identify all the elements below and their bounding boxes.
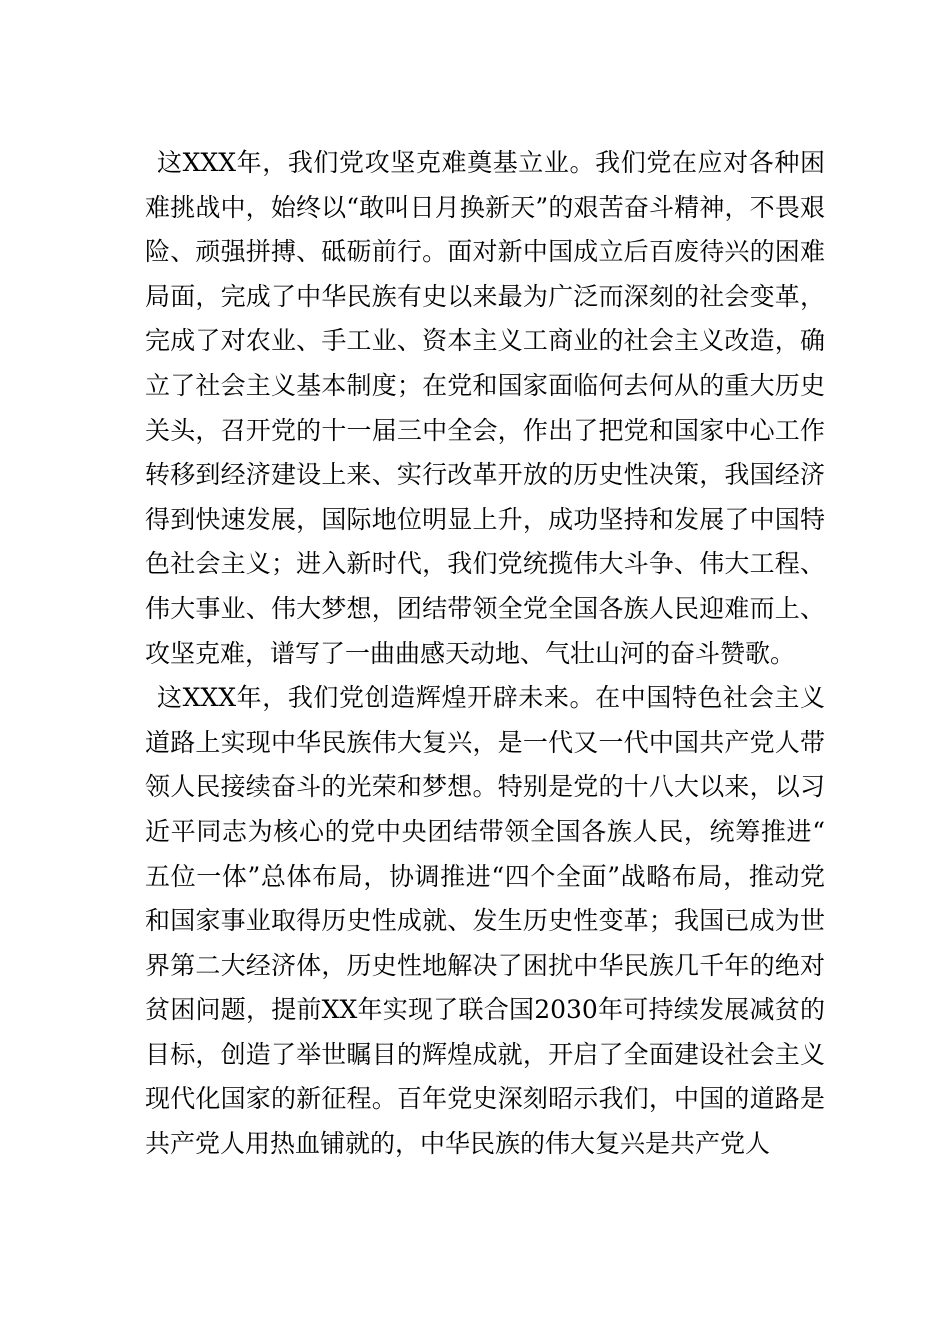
paragraph-2: 这XXX年，我们党创造辉煌开辟未来。在中国特色社会主义道路上实现中华民族伟大复兴，是一代又一代中国共产党人带领人民接续奋斗的光荣和梦想。特别是党的十八大以来，以习近平同志为核心的党中央团结带领全国各族人民，统筹推进“五位一体”总体布局，协调推进“四个全面”战略布局，推动党和国家事业取得历史性成就、发生历史性变革；我国已成为世界第二大经济体，历史性地解决了困扰中华民族几千年的绝对贫困问题，提前XX年实现了联合国2030年可持续发展减贫的目标，创造了举世瞩目的辉煌成就，开启了全面建设社会主义现代化国家的新征程。百年党史深刻昭示我们，中国的道路是共产党人用热血铺就的，中华民族的伟大复兴是共产党人 [145,683,825,1159]
paragraph-1: 这XXX年，我们党攻坚克难奠基立业。我们党在应对各种困难挑战中，始终以“敢叫日月换新天”的艰苦奋斗精神，不畏艰险、顽强拼搏、砥砺前行。面对新中国成立后百废待兴的困难局面，完成了中华民族有史以来最为广泛而深刻的社会变革，完成了对农业、手工业、资本主义工商业的社会主义改造，确立了社会主义基本制度；在党和国家面临何去何从的重大历史关头，召开党的十一届三中全会，作出了把党和国家中心工作转移到经济建设上来、实行改革开放的历史性决策，我国经济得到快速发展，国际地位明显上升，成功坚持和发展了中国特色社会主义；进入新时代，我们党统揽伟大斗争、伟大工程、伟大事业、伟大梦想，团结带领全党全国各族人民迎难而上、攻坚克难，谱写了一曲曲感天动地、气壮山河的奋斗赞歌。 [145,148,825,668]
document-body [145,141,825,1167]
